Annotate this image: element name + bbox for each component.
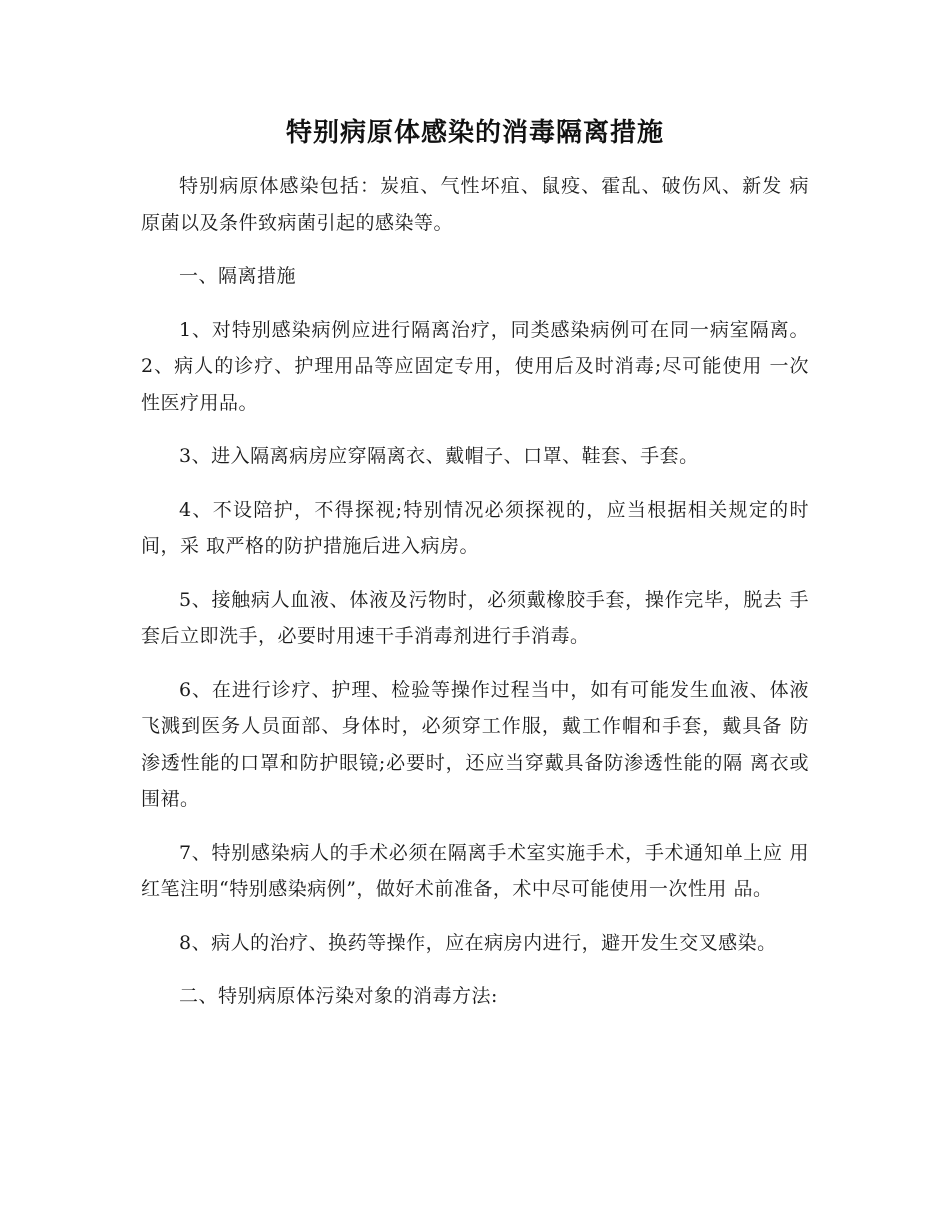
isolation-item-6: 6、在进行诊疗、护理、检验等操作过程当中，如有可能发生血液、体液 飞溅到医务人员面部、身体时，必须穿工作服，戴工作帽和手套，戴具备 防渗透性能的口罩和防护眼镜;必要时，还应当穿戴具备防渗透性能的隔 离衣或围裙。 [141, 678, 809, 810]
isolation-item-5: 5、接触病人血液、体液及污物时，必须戴橡胶手套，操作完毕，脱去 手套后立即洗手，必要时用速干手消毒剂进行手消毒。 [141, 588, 809, 647]
document-title: 特别病原体感染的消毒隔离措施 [285, 118, 664, 148]
isolation-item-8: 8、病人的治疗、换药等操作，应在病房内进行，避开发生交叉感染。 [179, 931, 777, 954]
intro-paragraph: 特别病原体感染包括：炭疽、气性坏疽、鼠疫、霍乱、破伤风、新发 病原菌以及条件致病菌引起的感染等。 [141, 175, 809, 234]
isolation-item-4: 4、不设陪护，不得探视;特别情况必须探视的，应当根据相关规定的时间，采 取严格的防护措施后进入病房。 [141, 498, 809, 557]
document-body [141, 168, 809, 1032]
section-heading-disinfection: 二、特别病原体污染对象的消毒方法: [179, 985, 498, 1007]
isolation-item-7: 7、特别感染病人的手术必须在隔离手术室实施手术，手术通知单上应 用红笔注明“特别感染病例”，做好术前准备，术中尽可能使用一次性用 品。 [141, 841, 809, 900]
section-heading-isolation: 一、隔离措施 [179, 265, 297, 287]
isolation-item-3: 3、进入隔离病房应穿隔离衣、戴帽子、口罩、鞋套、手套。 [179, 445, 699, 467]
isolation-item-1-2: 1、对特别感染病例应进行隔离治疗，同类感染病例可在同一病室隔离。2、病人的诊疗、护理用品等应固定专用，使用后及时消毒;尽可能使用 一次性医疗用品。 [141, 318, 809, 414]
